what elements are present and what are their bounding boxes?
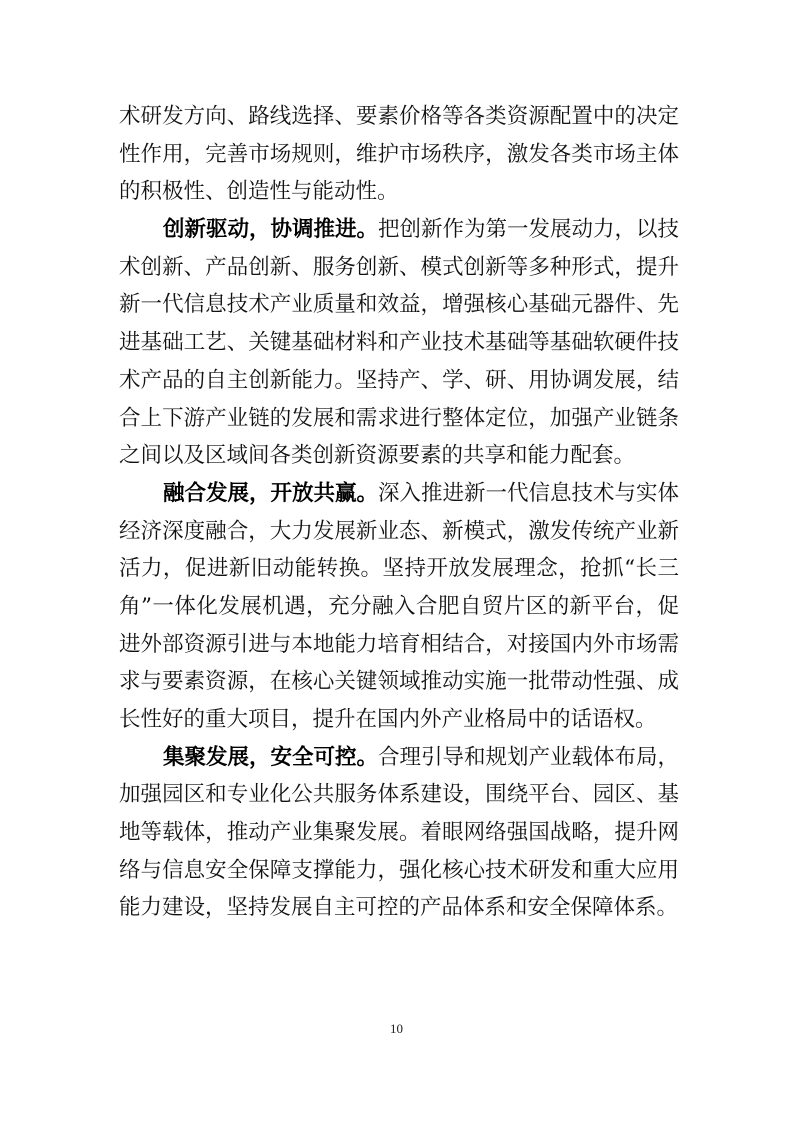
paragraph-heading: 创新驱动，协调推进。 (163, 217, 379, 243)
text-line: 术研发方向、路线选择、要素价格等各类资源配置中的决定 (119, 104, 679, 129)
text-line: 能力建设，坚持发展自主可控的产品体系和安全保障体系。 (119, 895, 679, 921)
text-span: 合理引导和规划产业载体布局， (378, 744, 679, 770)
text-line: 加强园区和专业化公共服务体系建设，围绕平台、园区、基 (119, 782, 679, 808)
text-line: 新一代信息技术产业质量和效益，增强核心基础元器件、先 (119, 292, 679, 318)
text-line: 求与要素资源，在核心关键领域推动实施一批带动性强、成 (119, 669, 679, 695)
text-line (119, 739, 679, 777)
text-line: 经济深度融合，大力发展新业态、新模式，激发传统产业新 (119, 518, 679, 544)
text-line: 性作用，完善市场规则，维护市场秩序，激发各类市场主体 (119, 141, 679, 167)
paragraph-heading: 集聚发展，安全可控。 (163, 744, 379, 770)
text-line: 进基础工艺、关键基础材料和产业技术基础等基础软硬件技 (119, 330, 679, 356)
text-line: 术产品的自主创新能力。坚持产、学、研、用协调发展，结 (119, 367, 679, 393)
text-line (119, 475, 679, 513)
text-line: 长性好的重大项目，提升在国内外产业格局中的话语权。 (119, 707, 657, 732)
text-span: 把创新作为第一发展动力，以技 (378, 217, 679, 243)
text-line (119, 211, 679, 249)
text-line: 活力，促进新旧动能转换。坚持开放发展理念，抢抓“长三 (119, 556, 679, 582)
text-line: 术创新、产品创新、服务创新、模式创新等多种形式，提升 (119, 254, 679, 280)
text-span: 深入推进新一代信息技术与实体 (378, 480, 679, 506)
text-line: 合上下游产业链的发展和需求进行整体定位，加强产业链条 (119, 405, 679, 431)
text-line: 之间以及区域间各类创新资源要素的共享和能力配套。 (119, 443, 636, 469)
text-line: 地等载体，推动产业集聚发展。着眼网络强国战略，提升网 (119, 820, 679, 846)
text-line: 的积极性、创造性与能动性。 (119, 179, 399, 205)
paragraph-heading: 融合发展，开放共赢。 (163, 480, 379, 506)
paragraph-innovation (119, 211, 679, 475)
paragraph-security (119, 739, 679, 927)
page-number: 10 (390, 1021, 403, 1036)
text-line: 角”一体化发展机遇，充分融入合肥自贸片区的新平台，促 (119, 593, 679, 619)
body-text (119, 98, 679, 927)
paragraph-integration (119, 475, 679, 739)
text-line: 进外部资源引进与本地能力培育相结合，对接国内外市场需 (119, 631, 679, 657)
text-line: 络与信息安全保障支撑能力，强化核心技术研发和重大应用 (119, 857, 679, 883)
paragraph-market-role (119, 98, 679, 211)
